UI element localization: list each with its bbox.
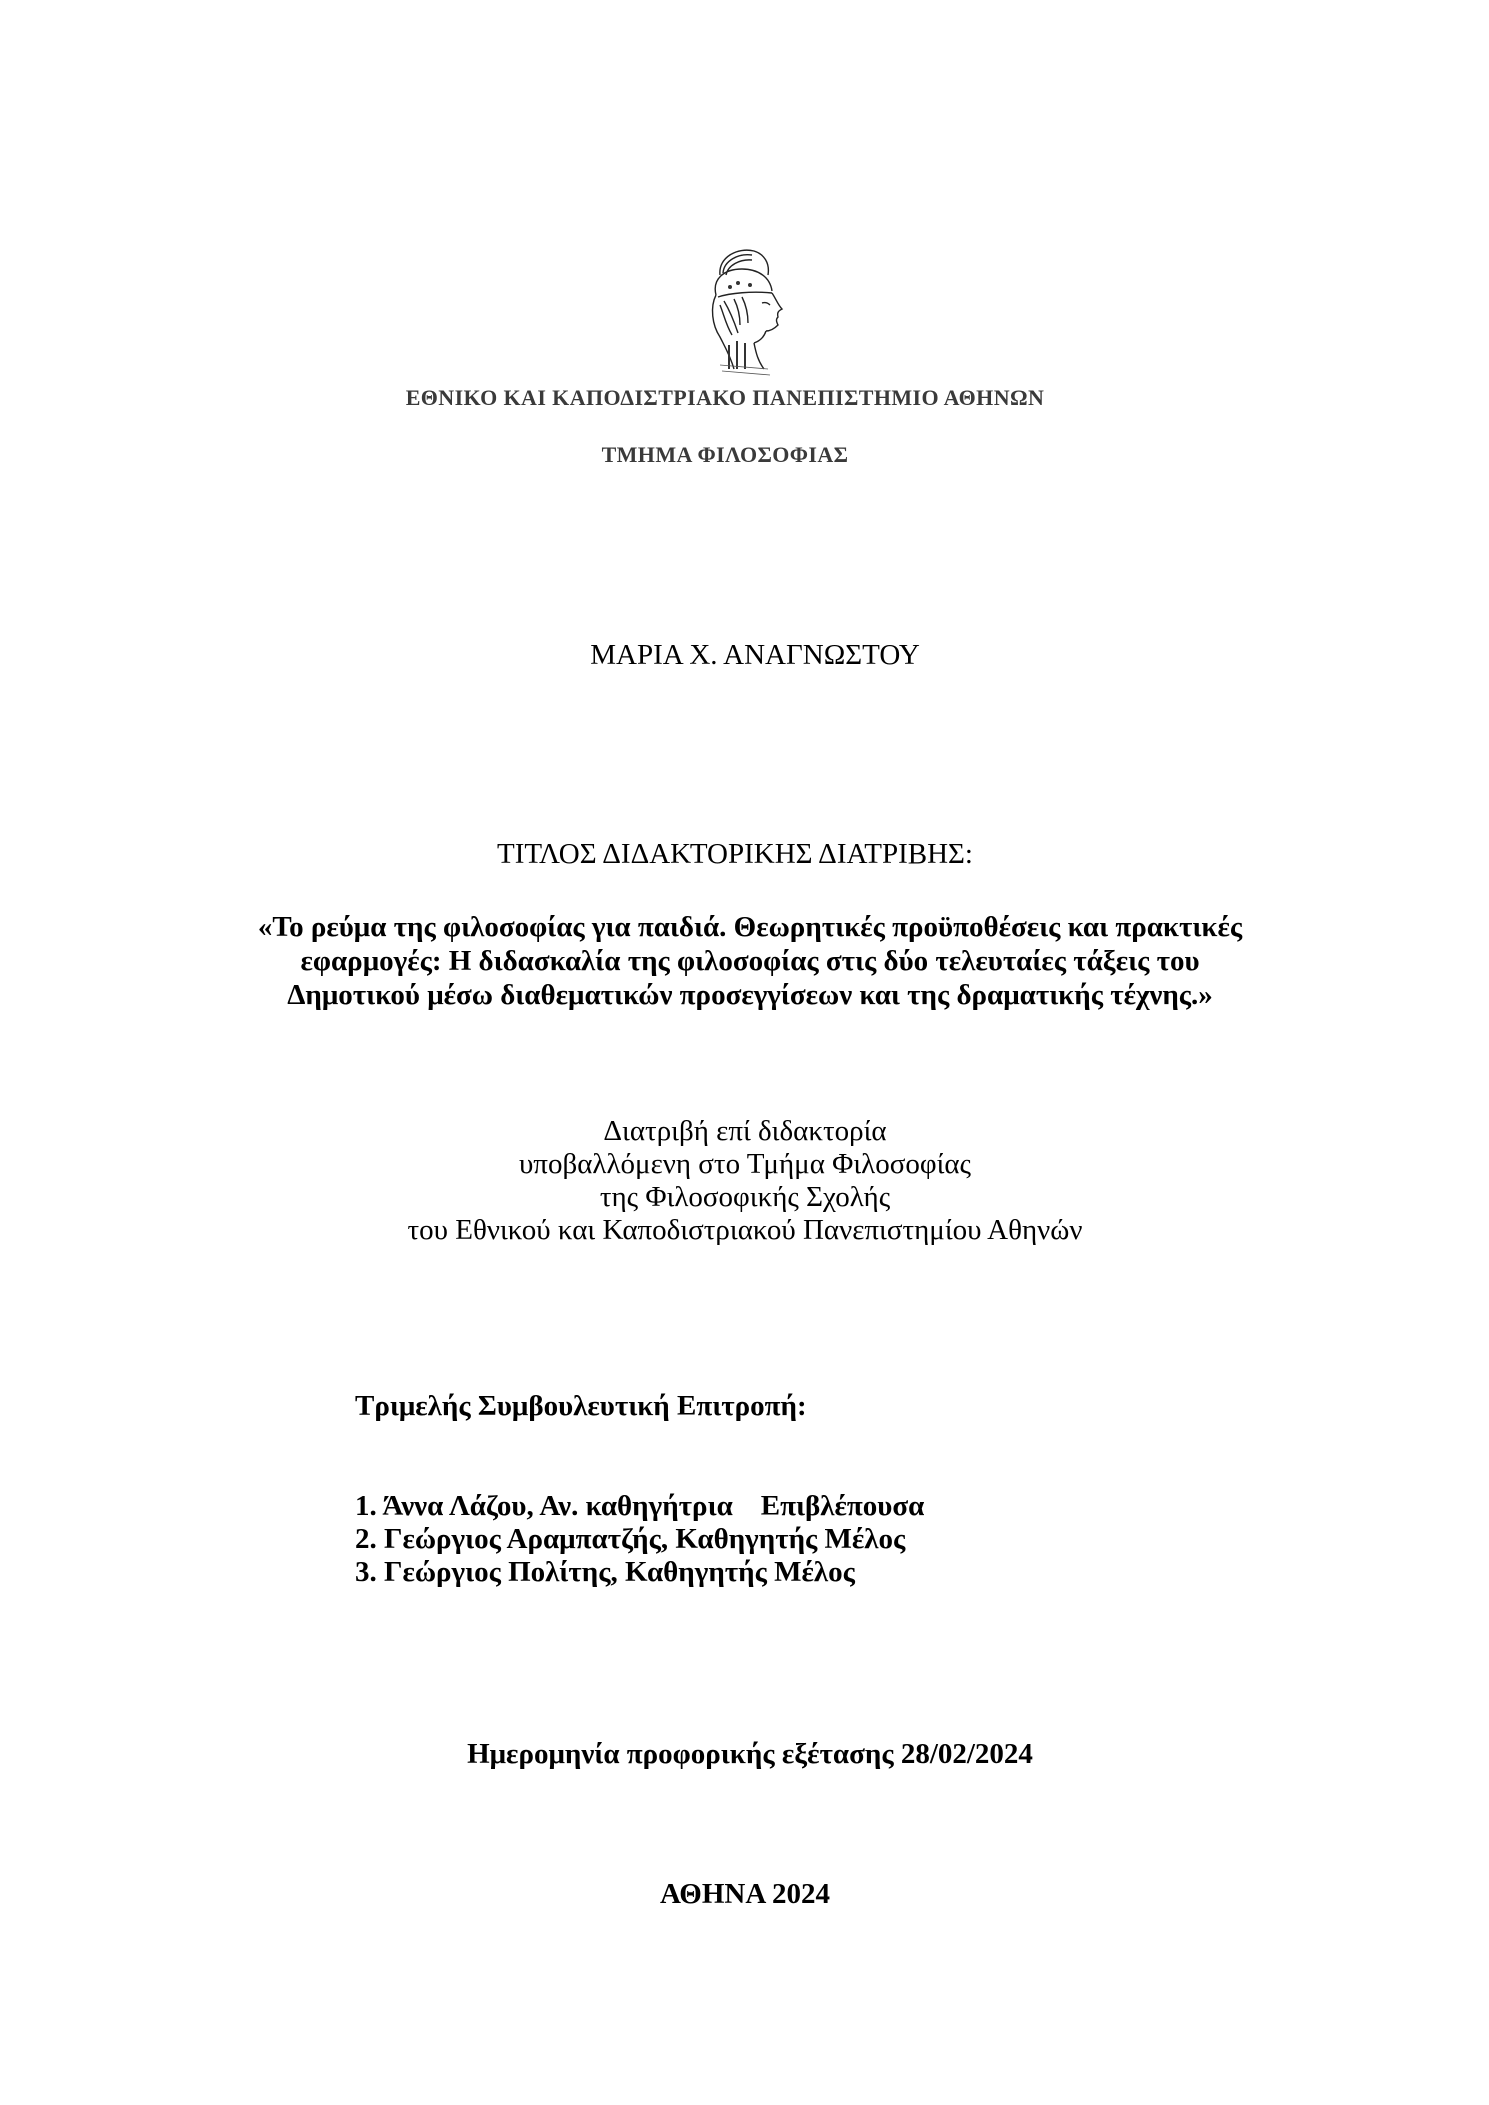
thesis-title-label: ΤΙΤΛΟΣ ΔΙΔΑΚΤΟΡΙΚΗΣ ΔΙΑΤΡΙΒΗΣ: xyxy=(497,838,973,870)
committee-member-entry: 1. Άννα Λάζου, Αν. καθηγήτρια xyxy=(355,1490,733,1522)
oral-exam-date: Ημερομηνία προφορικής εξέτασης 28/02/2024 xyxy=(467,1738,1033,1770)
committee-member-entry: 2. Γεώργιος Αραμπατζής, Καθηγητής xyxy=(355,1523,818,1555)
committee-member-role: Μέλος xyxy=(774,1556,855,1588)
committee-member-role: Επιβλέπουσα xyxy=(760,1490,925,1522)
submission-line: του Εθνικού και Καποδιστριακού Πανεπιστημίου Αθηνών xyxy=(407,1214,1083,1246)
committee-member xyxy=(355,1523,924,1556)
submission-statement xyxy=(390,1115,1100,1247)
thesis-title xyxy=(200,910,1300,1012)
thesis-title-line: εφαρμογές: Η διδασκαλία της φιλοσοφίας στις δύο τελευταίες τάξεις του xyxy=(300,945,1200,977)
thesis-title-line: Δημοτικού μέσω διαθεματικών προσεγγίσεων και της δραματικής τέχνης.» xyxy=(287,979,1213,1011)
committee-member-role: Μέλος xyxy=(824,1523,906,1555)
place-and-year: ΑΘΗΝΑ 2024 xyxy=(660,1878,830,1910)
submission-line: υποβαλλόμενη στο Τμήμα Φιλοσοφίας xyxy=(518,1148,972,1180)
university-name: ΕΘΝΙΚΟ ΚΑΙ ΚΑΠΟΔΙΣΤΡΙΑΚΟ ΠΑΝΕΠΙΣΤΗΜΙΟ ΑΘΗΝΩΝ xyxy=(405,385,1045,410)
submission-line: της Φιλοσοφικής Σχολής xyxy=(599,1181,891,1213)
committee-label: Τριμελής Συμβουλευτική Επιτροπή: xyxy=(355,1390,807,1422)
submission-line: Διατριβή επί διδακτορία xyxy=(603,1115,887,1147)
author-name: ΜΑΡΙΑ Χ. ΑΝΑΓΝΩΣΤΟΥ xyxy=(590,639,920,671)
committee-member xyxy=(355,1490,924,1523)
department-name: ΤΜΗΜΑ ΦΙΛΟΣΟΦΙΑΣ xyxy=(601,442,849,467)
thesis-title-line: «Το ρεύμα της φιλοσοφίας για παιδιά. Θεωρητικές προϋποθέσεις και πρακτικές xyxy=(257,911,1243,943)
committee-list xyxy=(355,1490,924,1589)
committee-member-entry: 3. Γεώργιος Πολίτης, Καθηγητής xyxy=(355,1556,767,1588)
committee-member xyxy=(355,1556,924,1589)
athena-head-emblem-icon xyxy=(690,245,796,377)
